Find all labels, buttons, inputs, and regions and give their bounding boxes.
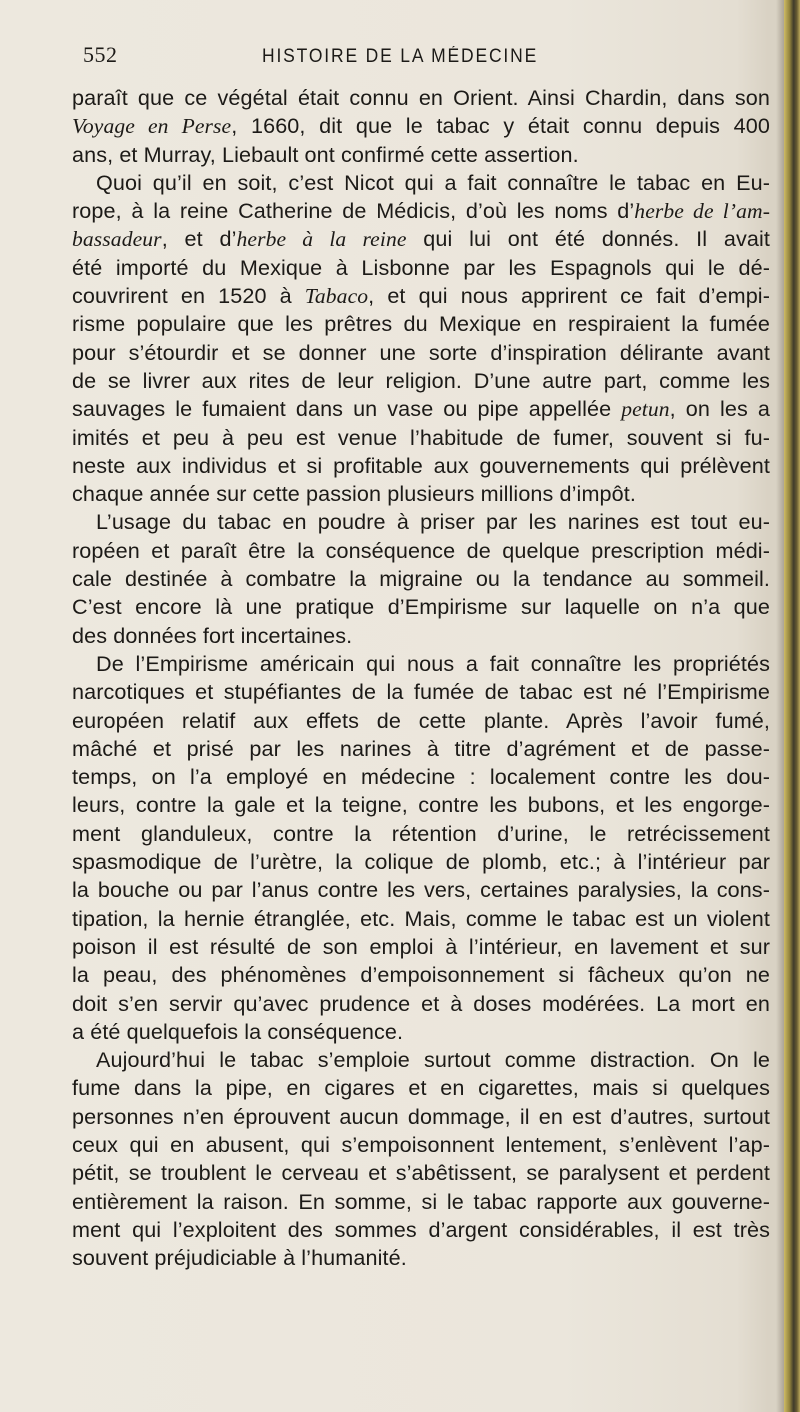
text-line: ment qui l’exploitent des sommes d’argent considérables, il est très (72, 1216, 770, 1242)
text-line: ment glanduleux, contre la rétention d’urine, le retrécissement (72, 820, 770, 846)
text-line: ans, et Murray, Liebault ont confirmé cette assertion. (72, 141, 579, 167)
page-header (0, 42, 780, 76)
text-line: de se livrer aux rites de leur religion. D’une autre part, comme les (72, 367, 770, 393)
text-line: couvrirent en 1520 à Tabaco, et qui nous apprirent ce fait d’empi- (72, 283, 770, 309)
text-line: De l’Empirisme américain qui nous a fait connaître les propriétés (96, 650, 770, 676)
text-line: Voyage en Perse, 1660, dit que le tabac y était connu depuis 400 (72, 113, 770, 139)
text-line: ceux qui en abusent, qui s’empoisonnent lentement, s’enlèvent l’ap- (72, 1131, 770, 1157)
text-line: pour s’étourdir et se donner une sorte d’inspiration délirante avant (72, 339, 770, 365)
text-line: personnes n’en éprouvent aucun dommage, il en est d’autres, surtout (72, 1103, 770, 1129)
text-line: neste aux individus et si profitable aux gouvernements qui prélèvent (72, 452, 770, 478)
text-line: narcotiques et stupéfiantes de la fumée de tabac est né l’Empirisme (72, 679, 770, 705)
text-line: pétit, se troublent le cerveau et s’abêtissent, se paralysent et perdent (72, 1160, 770, 1186)
text-line: spasmodique de l’urètre, la colique de plomb, etc.; à l’intérieur par (72, 849, 770, 875)
text-line: a été quelquefois la conséquence. (72, 1018, 404, 1044)
text-line: poison il est résulté de son emploi à l’intérieur, en lavement et sur (72, 933, 770, 959)
text-line: rope, à la reine Catherine de Médicis, d’où les noms d’herbe de l’am- (72, 198, 770, 224)
gilded-page-edge (784, 0, 800, 1412)
text-line: bassadeur, et d’herbe à la reine qui lui ont été donnés. Il avait (72, 226, 771, 252)
text-line: la peau, des phénomènes d’empoisonnement si fâcheux qu’on ne (72, 962, 770, 988)
text-line: L’usage du tabac en poudre à priser par les narines est tout eu- (96, 509, 770, 535)
text-line: entièrement la raison. En somme, si le tabac rapporte aux gouverne- (72, 1188, 770, 1214)
page-number: 552 (83, 42, 118, 67)
text-line: leurs, contre la gale et la teigne, contre les bubons, et les engorge- (72, 792, 770, 818)
text-line: doit s’en servir qu’avec prudence et à doses modérées. La mort en (72, 990, 770, 1016)
text-line: risme populaire que les prêtres du Mexique en respiraient la fumée (72, 311, 770, 337)
running-title: HISTOIRE DE LA MÉDECINE (262, 46, 539, 67)
text-line: sauvages le fumaient dans un vase ou pipe appellée petun, on les a (72, 396, 770, 422)
text-line: cale destinée à combatre la migraine ou la tendance au sommeil. (72, 566, 770, 592)
text-line: tipation, la hernie étranglée, etc. Mais, comme le tabac est un violent (72, 905, 770, 931)
text-line: paraît que ce végétal était connu en Orient. Ainsi Chardin, dans son (72, 85, 770, 110)
italic-place: Tabaco (304, 284, 369, 309)
text-line: européen relatif aux effets de cette plante. Après l’avoir fumé, (72, 707, 770, 733)
text-line: temps, on l’a employé en médecine : localement contre les dou- (72, 764, 770, 790)
text-line: ropéen et paraît être la conséquence de quelque prescription médi- (72, 537, 770, 563)
text-line: C’est encore là une pratique d’Empirisme sur laquelle on n’a que (72, 594, 770, 620)
text-line: Quoi qu’il en soit, c’est Nicot qui a fait connaître le tabac en Eu- (96, 169, 770, 195)
italic-term: herbe de l’am- (634, 199, 770, 224)
text-line: des données fort incertaines. (72, 622, 353, 648)
text-line: la bouche ou par l’anus contre les vers, certaines paralysies, la cons- (72, 877, 770, 903)
page-edge-shadow (776, 0, 784, 1412)
italic-term: herbe à la reine (236, 227, 407, 252)
text-line: chaque année sur cette passion plusieurs millions d’impôt. (72, 481, 636, 507)
text-line: fume dans la pipe, en cigares et en cigarettes, mais si quelques (72, 1075, 770, 1101)
italic-term: bassadeur (72, 227, 162, 252)
text-line: imités et peu à peu est venue l’habitude de fumer, souvent si fu- (72, 424, 770, 450)
text-line: Aujourd’hui le tabac s’emploie surtout comme distraction. On le (96, 1047, 770, 1073)
text-line: souvent préjudiciable à l’humanité. (72, 1245, 407, 1271)
body-text (72, 84, 770, 1272)
italic-term: petun (621, 397, 670, 422)
italic-title: Voyage en Perse (72, 114, 232, 139)
text-line: été importé du Mexique à Lisbonne par les Espagnols qui le dé- (72, 254, 770, 280)
text-line: mâché et prisé par les narines à titre d’agrément et de passe- (72, 735, 770, 761)
